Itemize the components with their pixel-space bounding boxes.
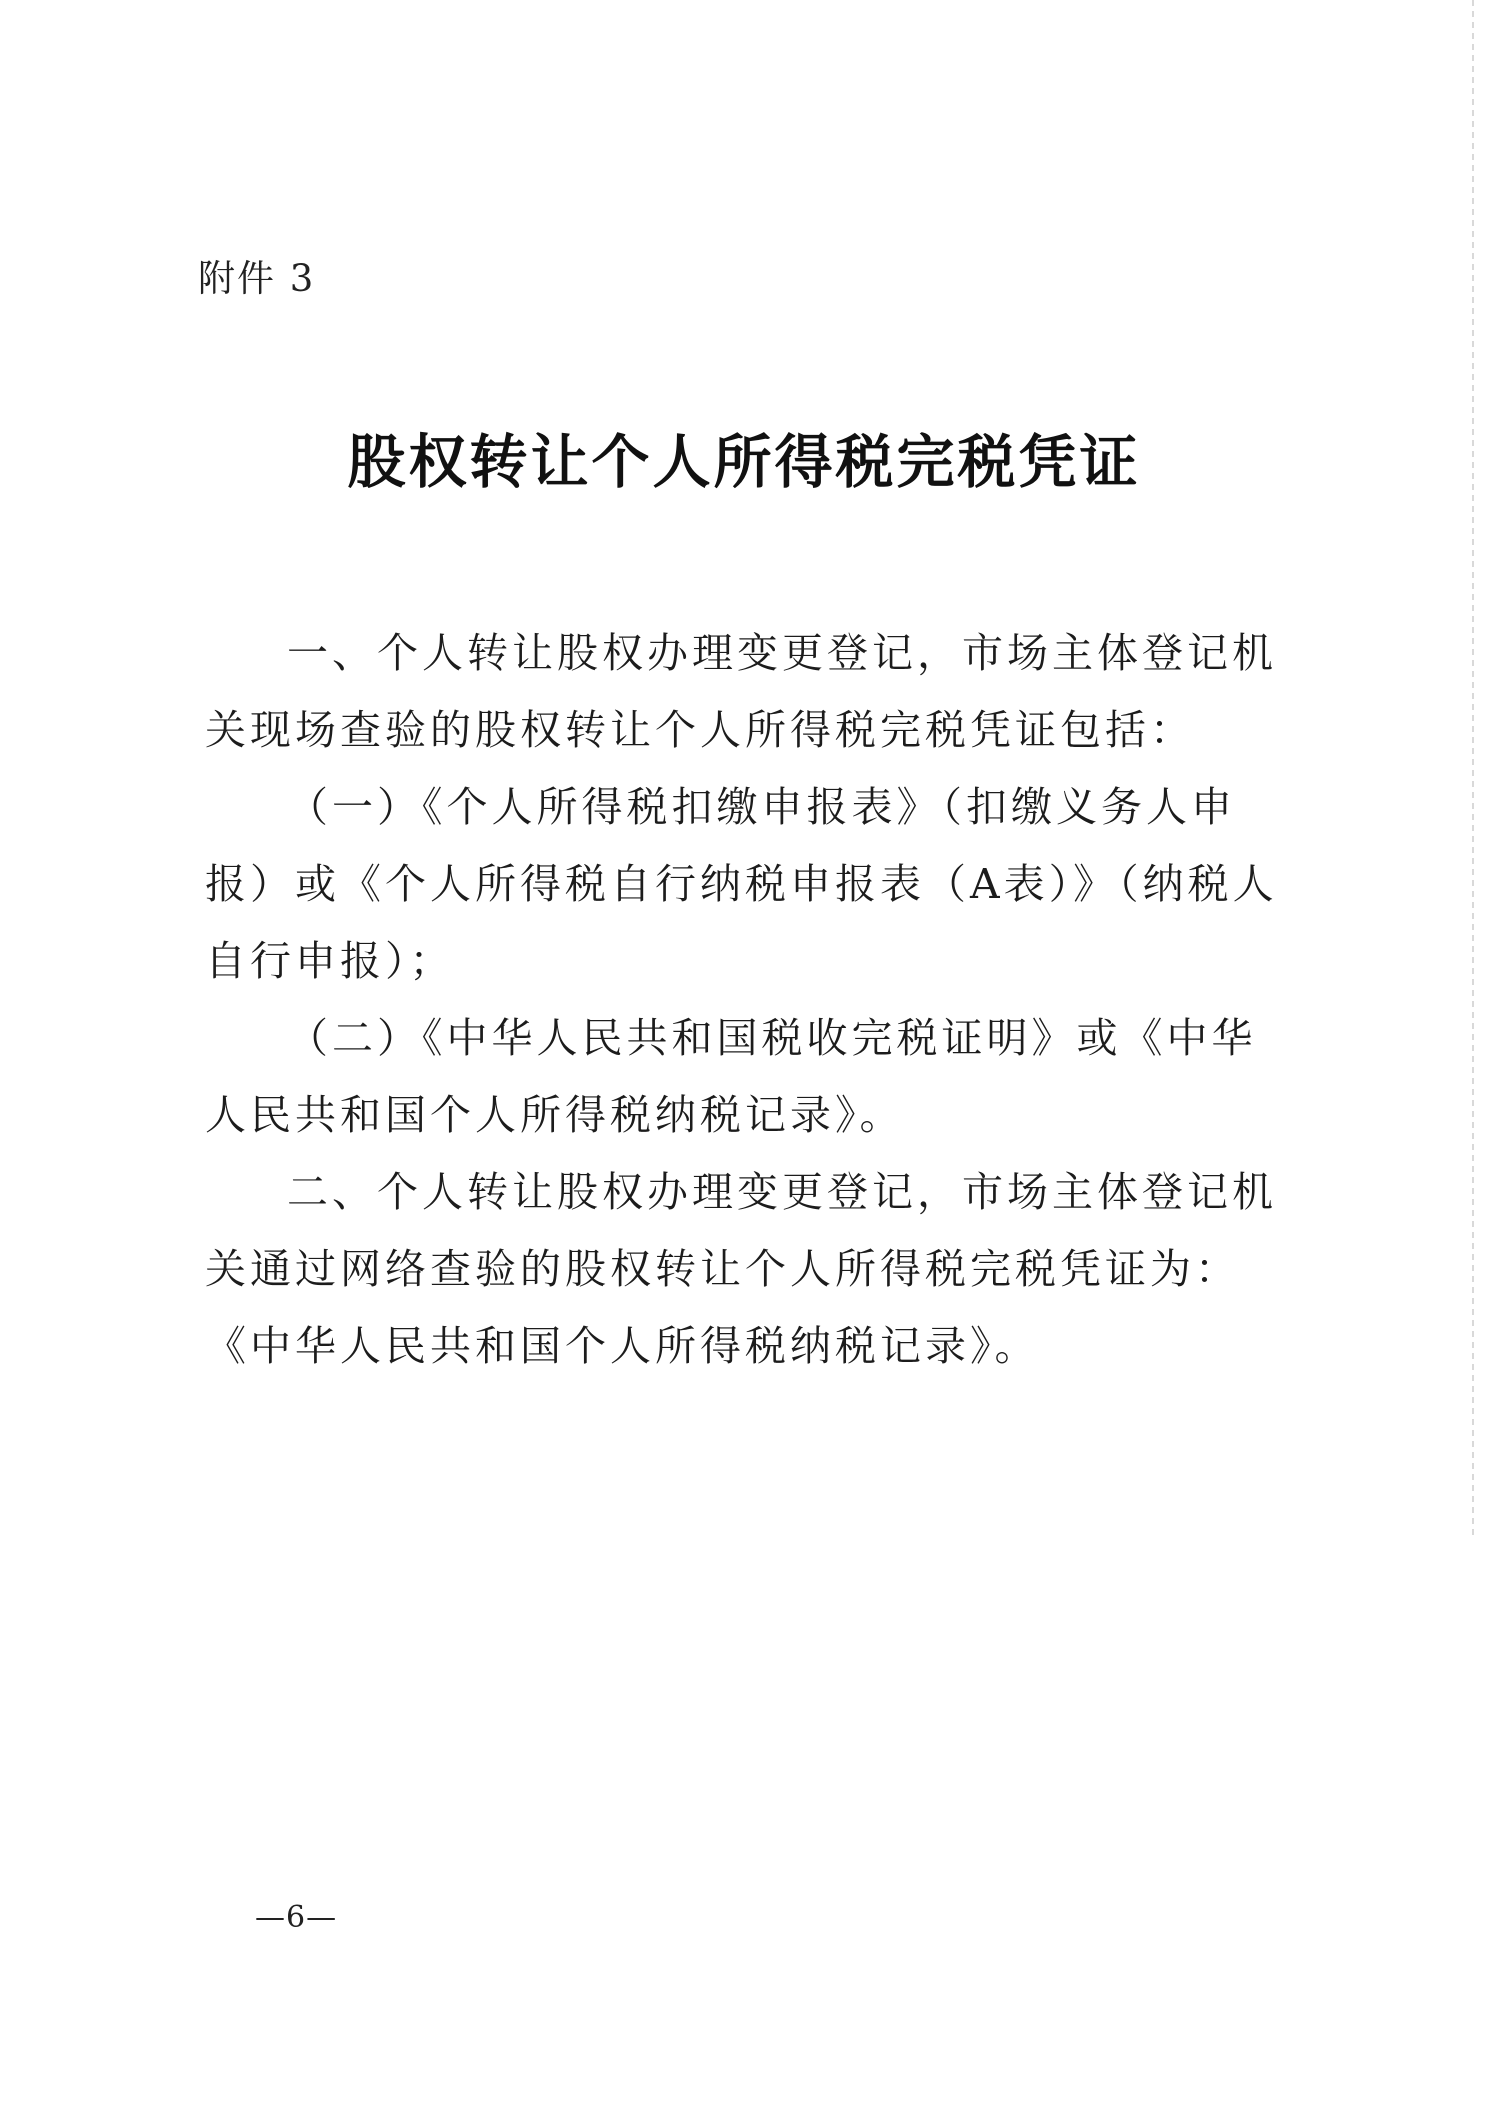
paragraph-1: 一、个人转让股权办理变更登记，市场主体登记机关现场查验的股权转让个人所得税完税凭证包括： [205,629,1277,754]
page-number: —6— [255,1900,338,1935]
attachment-label: 附件 3 [198,257,316,300]
paragraph-4: 二、个人转让股权办理变更登记，市场主体登记机关通过网络查验的股权转让个人所得税完税凭证为：《中华人民共和国个人所得税纳税记录》。 [205,1168,1277,1370]
scan-edge-mark [1472,0,1474,1540]
document-title: 股权转让个人所得税完税凭证 [347,428,1141,496]
document-body [205,615,1290,1385]
paragraph-3: （二）《中华人民共和国税收完税证明》或《中华人民共和国个人所得税纳税记录》。 [205,1014,1257,1139]
paragraph-2: （一）《个人所得税扣缴申报表》（扣缴义务人申报）或《个人所得税自行纳税申报表（A表）》（纳税人自行申报）； [205,783,1278,985]
